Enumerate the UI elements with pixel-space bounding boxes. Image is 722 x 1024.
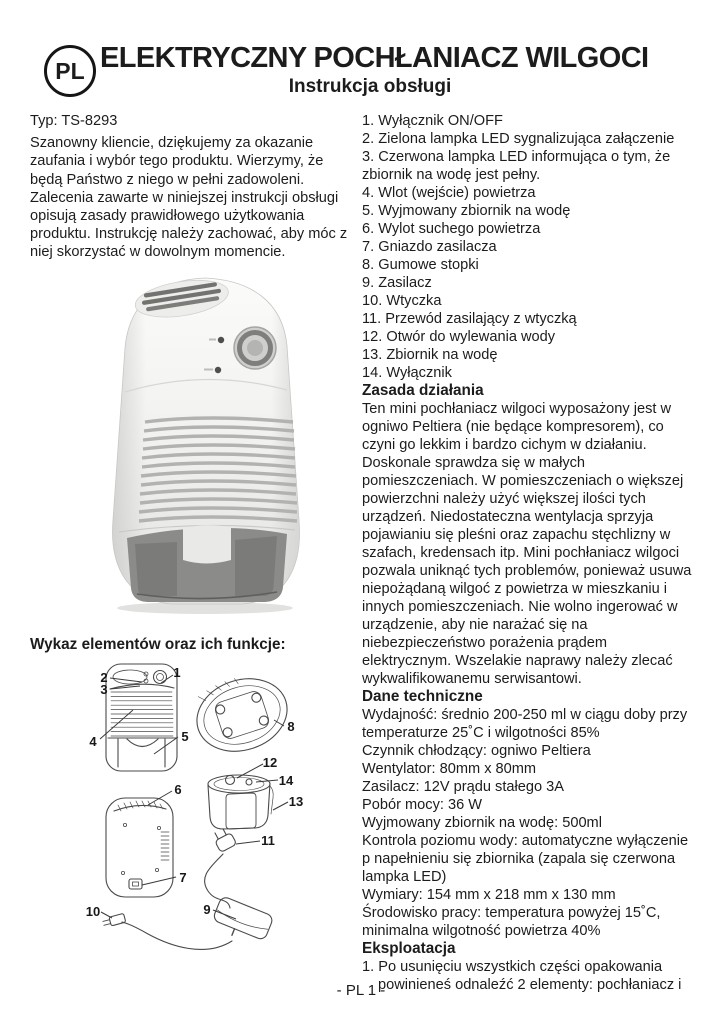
tech-spec-line: Wyjmowany zbiornik na wodę: 500ml: [362, 815, 602, 831]
parts-list-item: 2. Zielona lampka LED sygnalizująca załączenie: [362, 131, 675, 147]
right-column: [362, 112, 698, 994]
adapter-drawing: [122, 896, 274, 950]
parts-list-item: 8. Gumowe stopki: [362, 257, 479, 273]
parts-diagram-graphic: [30, 658, 360, 982]
page-subtitle: Instrukcja obsługi: [288, 76, 452, 97]
parts-list-item: 11. Przewód zasilający z wtyczką: [362, 311, 577, 327]
product-photo: [85, 270, 325, 618]
dehumidifier-photo-graphic: [85, 270, 325, 618]
diagram-label-14: 14: [278, 773, 294, 788]
parts-list-item: 10. Wtyczka: [362, 293, 442, 309]
parts-list-item: 14. Wyłącznik: [362, 365, 452, 381]
dc-connector-drawing: [102, 913, 126, 927]
parts-list-item: 4. Wlot (wejście) powietrza: [362, 185, 536, 201]
parts-list-heading: Wykaz elementów oraz ich funkcje:: [30, 636, 286, 653]
intro-paragraph: Szanowny kliencie, dziękujemy za okazanie zaufania i wybór tego produktu. Wierzymy, że będą Państwo z niego w pełni zadowoleni. Zalecenia zawarte w niniejszej instrukcji obsługi opisują zasady prawidłowego użytkowania produktu. Instrukcję należy zachować, aby móc z niej skorzystać w dowolnym momencie.: [30, 135, 348, 261]
tech-spec-line: Środowisko pracy: temperatura powyżej 15˚C, minimalna wilgotność powietrza 40%: [362, 905, 661, 939]
tech-spec-line: Wymiary: 154 mm x 218 mm x 130 mm: [362, 887, 616, 903]
power-button: [234, 327, 276, 369]
diagram-label-11: 11: [261, 833, 275, 848]
tech-spec-line: Zasilacz: 12V prądu stałego 3A: [362, 779, 564, 795]
red-led: [215, 367, 221, 373]
page-title: ELEKTRYCZNY POCHŁANIACZ WILGOCI: [100, 42, 649, 74]
usage-heading: Eksploatacja: [362, 940, 456, 957]
parts-list-item: 6. Wylot suchego powietrza: [362, 221, 541, 237]
tech-spec-line: Pobór mocy: 36 W: [362, 797, 483, 813]
parts-diagram: [30, 658, 360, 982]
parts-list-item: 1. Wyłącznik ON/OFF: [362, 113, 503, 129]
parts-list-item: 3. Czerwona lampka LED informująca o tym, że zbiornik na wodę jest pełny.: [362, 149, 671, 183]
diagram-label-5: 5: [181, 729, 189, 744]
tech-spec-line: Wydajność: średnio 200-250 ml w ciągu doby przy temperaturze 25˚C i wilgotności 85%: [362, 707, 688, 741]
parts-list-item: 9. Zasilacz: [362, 275, 432, 291]
left-column: [30, 112, 356, 919]
diagram-label-8: 8: [287, 719, 295, 734]
parts-list-item: 12. Otwór do wylewania wody: [362, 329, 556, 345]
model-type: Typ: TS-8293: [30, 113, 118, 129]
tank-drawing: [208, 775, 273, 829]
diagram-label-12: 12: [262, 755, 278, 770]
diagram-label-13: 13: [288, 794, 304, 809]
diagram-label-7: 7: [179, 870, 187, 885]
tech-spec-line: Wentylator: 80mm x 80mm: [362, 761, 537, 777]
back-view-drawing: [106, 798, 173, 897]
diagram-label-9: 9: [203, 902, 211, 917]
usage-step: 1. Po usunięciu wszystkich części opakowania powinieneś odnaleźć 2 elementy: pochłaniacz i: [362, 959, 682, 993]
diagram-label-6: 6: [174, 782, 182, 797]
plug-drawing: [205, 826, 237, 908]
bottom-view-drawing: [187, 666, 297, 763]
principle-heading: Zasada działania: [362, 382, 484, 399]
diagram-label-3: 3: [100, 682, 108, 697]
diagram-label-10: 10: [85, 904, 101, 919]
parts-list-item: 7. Gniazdo zasilacza: [362, 239, 497, 255]
page-number: - PL 1 -: [336, 982, 386, 999]
parts-list-item: 13. Zbiornik na wodę: [362, 347, 498, 363]
parts-list: [362, 112, 698, 382]
diagram-label-4: 4: [89, 734, 97, 749]
diagram-label-2: 2: [100, 670, 108, 685]
language-badge: PL: [44, 45, 96, 97]
tech-specs: [362, 706, 698, 940]
parts-list-item: 5. Wyjmowany zbiornik na wodę: [362, 203, 571, 219]
header: [100, 42, 649, 98]
diagram-label-1: 1: [173, 665, 181, 680]
water-tank: [127, 525, 287, 602]
front-view-drawing: [106, 664, 177, 771]
tech-spec-line: Czynnik chłodzący: ogniwo Peltiera: [362, 743, 591, 759]
tech-spec-line: Kontrola poziomu wody: automatyczne wyłączenie p napełnieniu się zbiornika (zapala się czerwona lampka LED): [362, 833, 689, 885]
diagram-labels: [86, 665, 303, 919]
principle-paragraph: Ten mini pochłaniacz wilgoci wyposażony jest w ogniwo Peltiera (nie będące kompresorem), co czyni go lekkim i bardzo cichym w działaniu. Doskonale sprawdza się w małych pomieszczeniach. W pomieszczeniach o większej powierzchni należy użyć większej ilości tych urządzeń. Niedostateczna wentylacja sprzyja pojawianiu się pleśni oraz zapachu stęchlizny w szafach, kredensach itp. Mini pochłaniacz wilgoci pozwala uniknąć tych problemów, ponieważ usuwa niepożądaną wilgoć z powietrza w mieszkaniu i innych pomieszczeniach. Nie wolno ingerować w urządzenie, aby nie narażać się na niebezpieczeństwo porażenia prądem elektrycznym. Wszelakie naprawy należy zlecać wykwalifikowanemu serwisantowi.: [362, 401, 692, 687]
green-led: [218, 337, 224, 343]
tech-heading: Dane techniczne: [362, 688, 483, 705]
leader-lines: [100, 675, 288, 919]
